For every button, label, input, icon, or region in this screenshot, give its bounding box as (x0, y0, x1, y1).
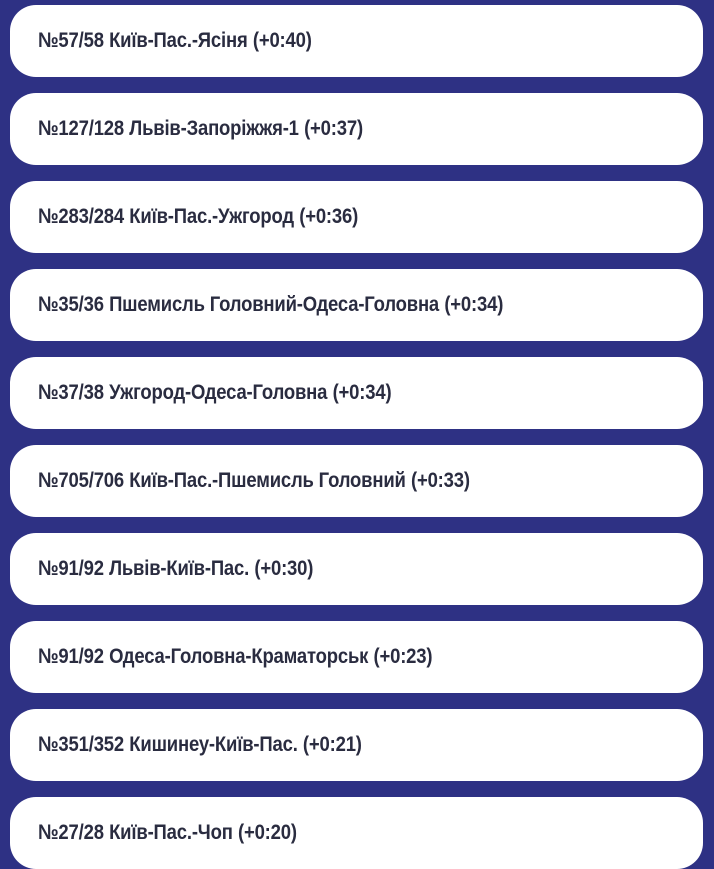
train-card[interactable] (10, 93, 703, 165)
train-delay: (+0:37) (304, 117, 363, 140)
train-number: №91/92 (38, 645, 104, 668)
train-route: Київ-Пас.-Ужгород (129, 205, 294, 228)
train-route: Київ-Пас.-Ясіня (109, 29, 248, 52)
train-route: Львів-Київ-Пас. (109, 557, 250, 580)
train-card[interactable] (10, 797, 703, 869)
train-delay: (+0:21) (302, 733, 362, 756)
train-delay: (+0:30) (254, 557, 314, 580)
train-route: Київ-Пас.-Чоп (109, 821, 233, 844)
train-delay: (+0:34) (444, 293, 504, 316)
train-number: №283/284 (38, 205, 125, 228)
train-route: Львів-Запоріжжя-1 (129, 117, 299, 140)
train-route: Одеса-Головна-Краматорськ (109, 645, 369, 668)
train-label (38, 645, 432, 669)
train-number: №351/352 (38, 733, 125, 756)
train-card[interactable] (10, 5, 703, 77)
train-card[interactable] (10, 357, 703, 429)
train-label (38, 205, 358, 229)
train-delay: (+0:36) (299, 205, 359, 228)
train-label (38, 557, 313, 581)
train-card[interactable] (10, 181, 703, 253)
train-label (38, 117, 363, 141)
train-card[interactable] (10, 445, 703, 517)
train-delay: (+0:33) (410, 469, 470, 492)
train-number: №27/28 (38, 821, 104, 844)
train-route: Київ-Пас.-Пшемисль Головний (129, 469, 406, 492)
train-label (38, 29, 312, 53)
train-card[interactable] (10, 709, 703, 781)
train-card[interactable] (10, 533, 703, 605)
train-delay: (+0:20) (237, 821, 297, 844)
train-route: Пшемисль Головний-Одеса-Головна (109, 293, 440, 316)
train-number: №37/38 (38, 381, 104, 404)
train-number: №91/92 (38, 557, 104, 580)
train-label (38, 733, 362, 757)
train-label (38, 469, 470, 493)
train-delay: (+0:40) (252, 29, 312, 52)
train-label (38, 381, 391, 405)
train-route: Ужгород-Одеса-Головна (109, 381, 328, 404)
train-number: №705/706 (38, 469, 125, 492)
train-number: №35/36 (38, 293, 104, 316)
train-number: №57/58 (38, 29, 104, 52)
train-route: Кишинеу-Київ-Пас. (129, 733, 298, 756)
train-delay: (+0:34) (332, 381, 392, 404)
train-label (38, 293, 503, 317)
train-number: №127/128 (38, 117, 125, 140)
train-label (38, 821, 297, 845)
train-card[interactable] (10, 269, 703, 341)
train-card[interactable] (10, 621, 703, 693)
train-delay: (+0:23) (373, 645, 433, 668)
